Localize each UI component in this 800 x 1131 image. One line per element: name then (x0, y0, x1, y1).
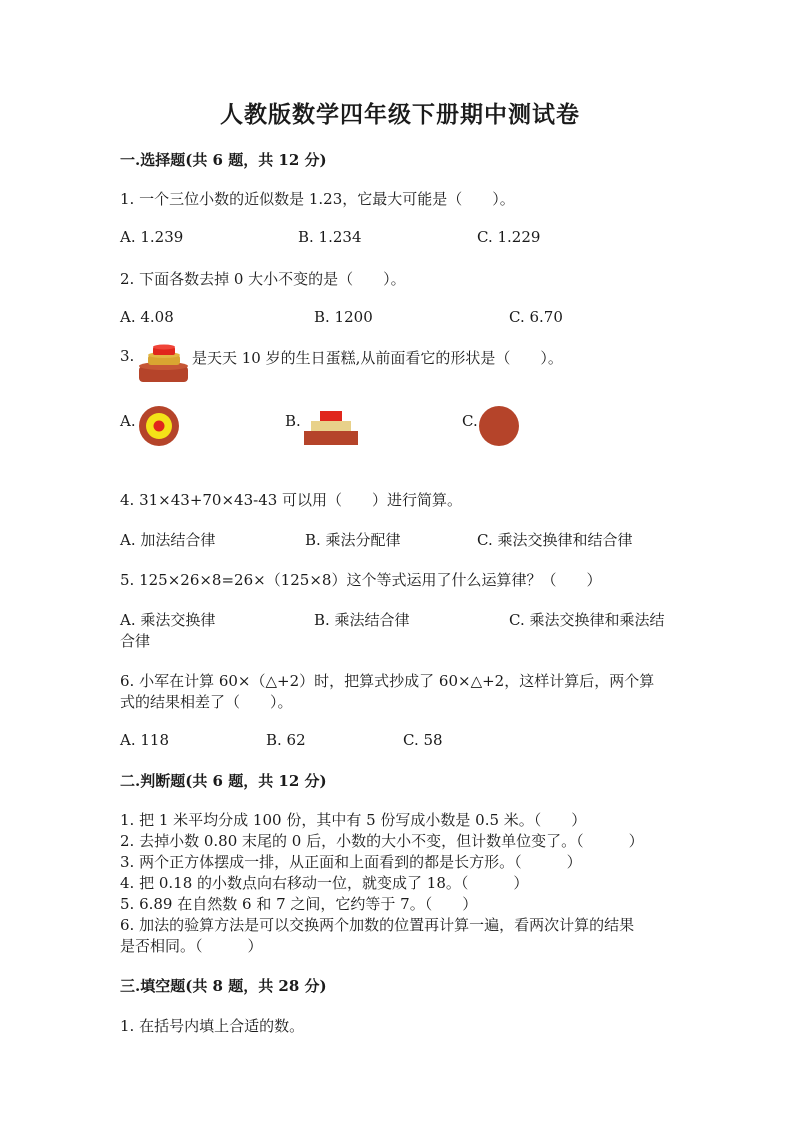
q2-option-a: A. 4.08 (120, 308, 174, 326)
judge-item: 4. 把 0.18 的小数点向右移动一位，就变成了 18。（ ） (120, 874, 529, 892)
q4-option-b: B. 乘法分配律 (305, 531, 401, 549)
question-6-line1: 6. 小军在计算 60×（△+2）时，把算式抄成了 60×△+2，这样计算后，两个算 (120, 672, 655, 690)
judge-item: 2. 去掉小数 0.80 末尾的 0 后，小数的大小不变，但计数单位变了。（ ） (120, 832, 644, 850)
question-6-line2: 式的结果相差了（ ）。 (120, 693, 293, 711)
question-3: 是天天 10 岁的生日蛋糕,从前面看它的形状是（ ）。 (192, 349, 563, 367)
q3-option-a: A. (120, 412, 136, 430)
q4-option-a: A. 加法结合律 (120, 531, 216, 549)
q6-option-a: A. 118 (120, 731, 169, 749)
section-heading-judge: 二.判断题(共 6 题，共 12 分) (120, 772, 327, 790)
q2-option-b: B. 1200 (314, 308, 373, 326)
section-heading-choice: 一.选择题(共 6 题，共 12 分) (120, 151, 327, 169)
question-4: 4. 31×43+70×43-43 可以用（ ）进行简算。 (120, 491, 463, 509)
q3-option-c: C. (462, 412, 478, 430)
q3-option-b: B. (285, 412, 301, 430)
q5-option-c-continued: 合律 (120, 632, 151, 650)
question-1: 1. 一个三位小数的近似数是 1.23，它最大可能是（ ）。 (120, 190, 515, 208)
question-5: 5. 125×26×8=26×（125×8）这个等式运用了什么运算律？（ ） (120, 571, 602, 589)
fill-question-1: 1. 在括号内填上合适的数。 (120, 1017, 305, 1035)
front-view-stack-icon (303, 409, 359, 447)
q2-option-c: C. 6.70 (509, 308, 563, 326)
q1-option-b: B. 1.234 (298, 228, 362, 246)
judge-item: 是否相同。（ ） (120, 937, 263, 955)
plain-circle-icon (478, 405, 520, 447)
judge-item: 3. 两个正方体摆成一排，从正面和上面看到的都是长方形。（ ） (120, 853, 582, 871)
q5-option-b: B. 乘法结合律 (314, 611, 410, 629)
judge-item: 6. 加法的验算方法是可以交换两个加数的位置再计算一遍，看两次计算的结果 (120, 916, 635, 934)
section-heading-fill: 三.填空题(共 8 题，共 28 分) (120, 977, 327, 995)
cake-image (138, 342, 190, 384)
q1-option-a: A. 1.239 (120, 228, 184, 246)
q5-option-a: A. 乘法交换律 (120, 611, 216, 629)
question-3-number: 3. (120, 347, 135, 365)
judge-item: 5. 6.89 在自然数 6 和 7 之间，它约等于 7。（ ） (120, 895, 478, 913)
q1-option-c: C. 1.229 (477, 228, 541, 246)
q4-option-c: C. 乘法交换律和结合律 (477, 531, 633, 549)
page-title: 人教版数学四年级下册期中测试卷 (220, 101, 580, 128)
top-view-rings-icon (138, 405, 180, 447)
judge-item: 1. 把 1 米平均分成 100 份，其中有 5 份写成小数是 0.5 米。（ ） (120, 811, 587, 829)
question-2: 2. 下面各数去掉 0 大小不变的是（ ）。 (120, 270, 406, 288)
q5-option-c: C. 乘法交换律和乘法结 (509, 611, 665, 629)
q6-option-b: B. 62 (266, 731, 306, 749)
q6-option-c: C. 58 (403, 731, 443, 749)
